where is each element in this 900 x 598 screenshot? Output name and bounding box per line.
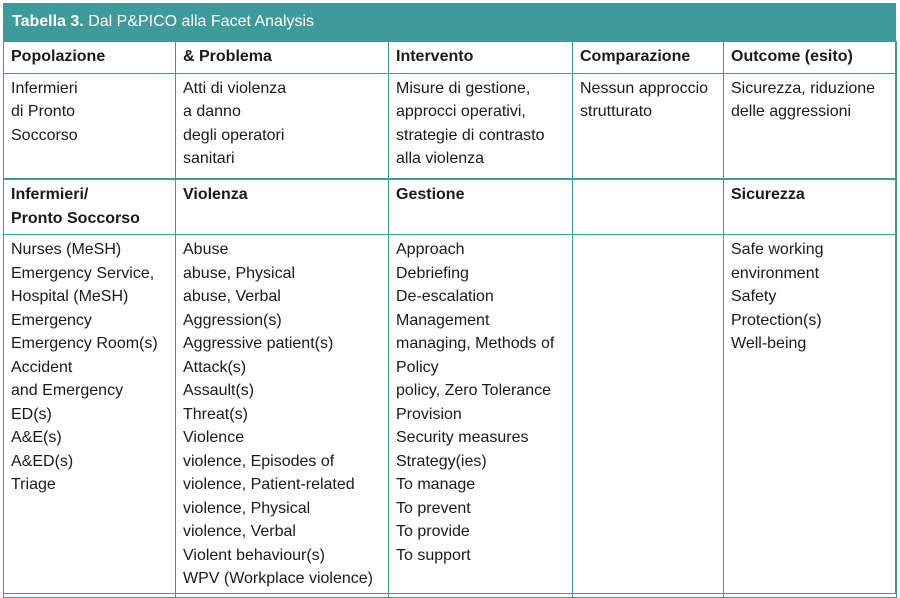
facets-cell bbox=[724, 179, 897, 235]
terms-line: To manage bbox=[396, 476, 476, 493]
terms-line: To prevent bbox=[396, 499, 471, 517]
terms-cell bbox=[4, 235, 176, 598]
table-title-label: Tabella 3. bbox=[12, 13, 84, 30]
row1-line: Atti di violenza bbox=[183, 79, 287, 97]
facets-line: Gestione bbox=[396, 186, 465, 203]
terms-line: Emergency Service, bbox=[11, 264, 155, 282]
row1-line: strutturato bbox=[580, 103, 653, 120]
terms-line: Threat(s) bbox=[183, 405, 248, 423]
terms-line: Emergency bbox=[11, 311, 92, 329]
terms-line: managing, Methods of bbox=[396, 335, 555, 352]
terms-cell bbox=[573, 235, 724, 598]
row1-line: Misure di gestione, bbox=[396, 79, 531, 97]
facets-cell bbox=[573, 179, 724, 235]
row1-cell bbox=[4, 73, 176, 179]
row1-cell bbox=[724, 73, 897, 179]
terms-line: Policy bbox=[396, 358, 439, 376]
terms-line: Approach bbox=[396, 241, 465, 258]
row1-line: strategie di contrasto bbox=[396, 126, 545, 144]
row1-line: degli operatori bbox=[183, 126, 285, 144]
facets-line: Pronto Soccorso bbox=[11, 209, 140, 227]
facets-cell bbox=[389, 179, 573, 235]
header-row bbox=[4, 42, 897, 74]
facets-cell bbox=[4, 179, 176, 235]
terms-line: Aggression(s) bbox=[183, 311, 282, 329]
terms-line: Security measures bbox=[396, 429, 529, 446]
row1-line: Infermieri bbox=[11, 79, 78, 97]
terms-line: ED(s) bbox=[11, 405, 52, 423]
terms-line: violence, Patient-related bbox=[183, 476, 355, 493]
terms-line: Emergency Room(s) bbox=[11, 335, 158, 352]
table-title-text: Dal P&PICO alla Facet Analysis bbox=[88, 13, 315, 30]
terms-line: violence, Episodes of bbox=[183, 452, 335, 470]
row1-line: Soccorso bbox=[11, 126, 78, 144]
row1-line: alla violenza bbox=[396, 150, 485, 167]
row1-cell bbox=[176, 73, 389, 179]
terms-cell bbox=[176, 235, 389, 598]
row1-line: approcci operativi, bbox=[396, 103, 526, 120]
terms-line: policy, Zero Tolerance bbox=[396, 382, 552, 399]
terms-line: To support bbox=[396, 546, 471, 564]
terms-line: De-escalation bbox=[396, 288, 494, 305]
row1-line: a danno bbox=[183, 103, 241, 120]
facet-row bbox=[4, 179, 897, 235]
terms-cell bbox=[724, 235, 897, 598]
terms-line: Violence bbox=[183, 429, 245, 446]
row1-line: Nessun approccio bbox=[580, 79, 709, 97]
header-cell: Intervento bbox=[389, 42, 573, 74]
terms-line: abuse, Verbal bbox=[183, 288, 281, 305]
terms-line: Triage bbox=[11, 476, 56, 493]
row1-line: di Pronto bbox=[11, 103, 76, 120]
terms-line: Assault(s) bbox=[183, 382, 255, 399]
terms-line: Strategy(ies) bbox=[396, 452, 487, 470]
terms-line: and Emergency bbox=[11, 382, 124, 399]
facets-line: Violenza bbox=[183, 186, 248, 203]
terms-line: Protection(s) bbox=[731, 311, 822, 329]
facet-table bbox=[3, 41, 897, 598]
description-row bbox=[4, 73, 897, 179]
terms-cell bbox=[389, 235, 573, 598]
terms-line: Well-being bbox=[731, 335, 807, 352]
terms-line: A&E(s) bbox=[11, 429, 62, 446]
terms-line: violence, Verbal bbox=[183, 523, 296, 540]
terms-line: Abuse bbox=[183, 241, 229, 258]
row1-line: Sicurezza, riduzione bbox=[731, 79, 876, 97]
terms-line: environment bbox=[731, 264, 820, 282]
terms-line: Nurses (MeSH) bbox=[11, 241, 122, 258]
terms-line: abuse, Physical bbox=[183, 264, 296, 282]
row1-cell bbox=[389, 73, 573, 179]
header-cell: Comparazione bbox=[573, 42, 724, 74]
row1-line: delle aggressioni bbox=[731, 103, 852, 120]
terms-line: Accident bbox=[11, 358, 73, 376]
terms-line: Safety bbox=[731, 288, 777, 305]
terms-line: A&ED(s) bbox=[11, 452, 74, 470]
terms-row bbox=[4, 235, 897, 598]
terms-line: violence, Physical bbox=[183, 499, 311, 517]
terms-line: Violent behaviour(s) bbox=[183, 546, 326, 564]
header-cell: Popolazione bbox=[4, 42, 176, 74]
facets-cell bbox=[176, 179, 389, 235]
terms-line: To provide bbox=[396, 523, 470, 540]
header-cell: & Problema bbox=[176, 42, 389, 74]
facets-line: Sicurezza bbox=[731, 186, 805, 203]
terms-line: Hospital (MeSH) bbox=[11, 288, 129, 305]
terms-line: Debriefing bbox=[396, 264, 469, 282]
terms-line: Management bbox=[396, 311, 490, 329]
terms-line: Provision bbox=[396, 405, 462, 423]
header-cell: Outcome (esito) bbox=[724, 42, 897, 74]
row1-line: sanitari bbox=[183, 150, 235, 167]
row1-cell bbox=[573, 73, 724, 179]
terms-line: Aggressive patient(s) bbox=[183, 335, 334, 352]
terms-line: Attack(s) bbox=[183, 358, 247, 376]
table-title bbox=[3, 3, 896, 41]
terms-line: Safe working bbox=[731, 241, 824, 258]
terms-line: WPV (Workplace violence) bbox=[183, 570, 373, 587]
facets-line: Infermieri/ bbox=[11, 186, 89, 203]
